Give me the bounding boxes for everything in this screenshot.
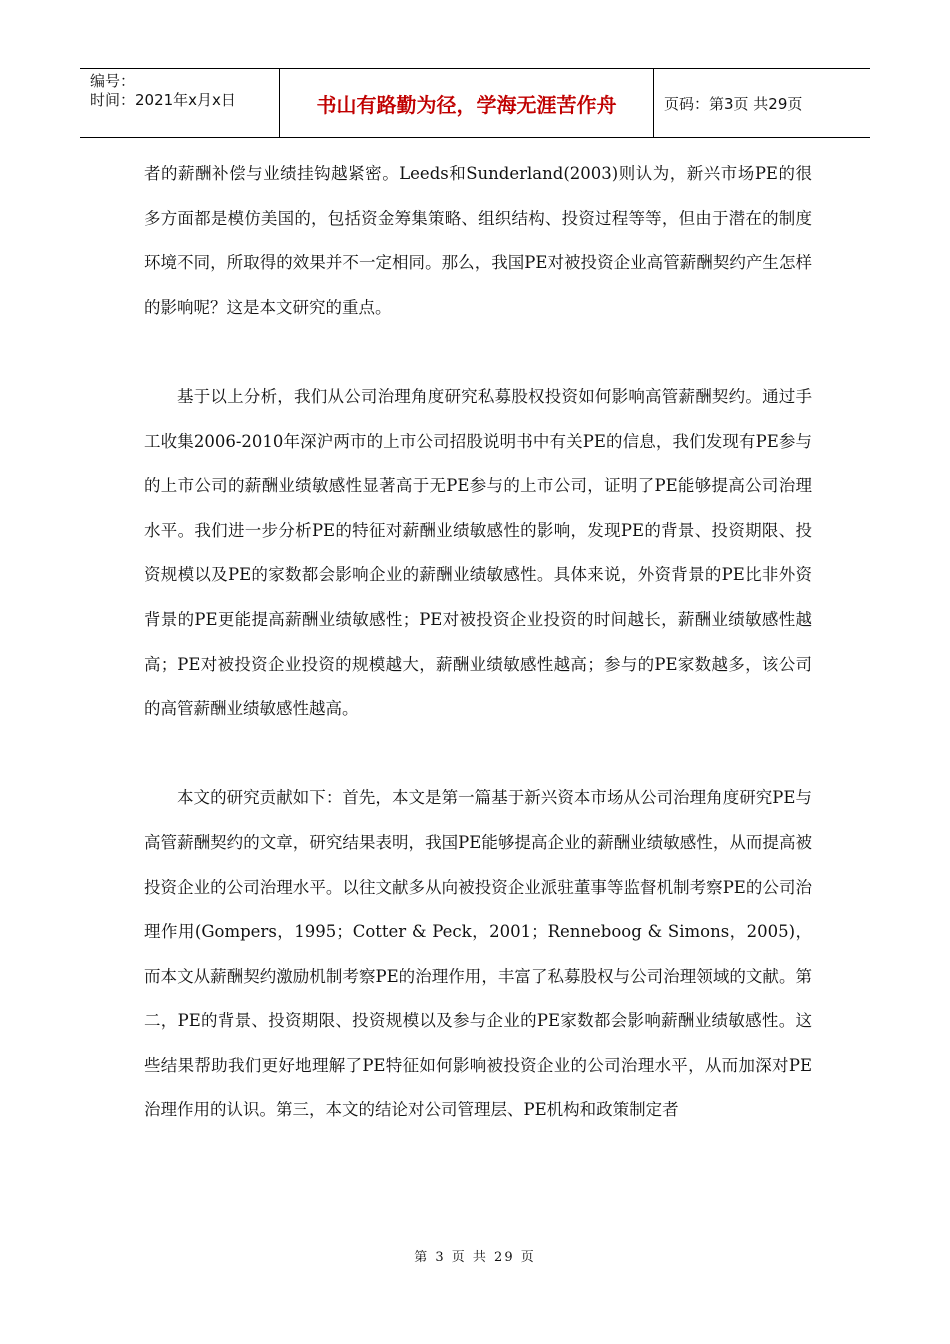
document-body	[144, 152, 812, 1133]
paragraph-spacer	[144, 330, 812, 375]
body-paragraph-2: 基于以上分析，我们从公司治理角度研究私募股权投资如何影响高管薪酬契约。通过手工收集2006-2010年深沪两市的上市公司招股说明书中有关PE的信息，我们发现有PE参与的上市公司的薪酬业绩敏感性显著高于无PE参与的上市公司，证明了PE能够提高公司治理水平。我们进一步分析PE的特征对薪酬业绩敏感性的影响，发现PE的背景、投资期限、投资规模以及PE的家数都会影响企业的薪酬业绩敏感性。具体来说，外资背景的PE比非外资背景的PE更能提高薪酬业绩敏感性；PE对被投资企业投资的时间越长，薪酬业绩敏感性越高；PE对被投资企业投资的规模越大，薪酬业绩敏感性越高；参与的PE家数越多，该公司的高管薪酬业绩敏感性越高。	[144, 386, 812, 719]
header-page-info: 页码：第3页 共29页	[664, 94, 803, 113]
document-date: 时间：2021年x月x日	[90, 91, 236, 109]
body-paragraph-1: 者的薪酬补偿与业绩挂钩越紧密。Leeds和Sunderland(2003)则认为，新兴市场PE的很多方面都是模仿美国的，包括资金筹集策略、组织结构、投资过程等等，但由于潜在的制度环境不同，所取得的效果并不一定相同。那么，我国PE对被投资企业高管薪酬契约产生怎样的影响呢？这是本文研究的重点。	[144, 164, 812, 317]
document-number-label: 编号：	[90, 72, 136, 90]
document-header	[80, 68, 870, 138]
body-paragraph-3: 本文的研究贡献如下：首先，本文是第一篇基于新兴资本市场从公司治理角度研究PE与高管薪酬契约的文章，研究结果表明，我国PE能够提高企业的薪酬业绩敏感性，从而提高被投资企业的公司治理水平。以往文献多从向被投资企业派驻董事等监督机制考察PE的公司治理作用(Gompers，1995；Cotter & Peck，2001；Renneboog & Simons，2005)，而本文从薪酬契约激励机制考察PE的治理作用，丰富了私募股权与公司治理领域的文献。第二，PE的背景、投资期限、投资规模以及参与企业的PE家数都会影响薪酬业绩敏感性。这些结果帮助我们更好地理解了PE特征如何影响被投资企业的公司治理水平，从而加深对PE治理作用的认识。第三，本文的结论对公司管理层、PE机构和政策制定者	[144, 788, 812, 1120]
header-meta	[80, 69, 280, 137]
header-motto: 书山有路勤为径，学海无涯苦作舟	[280, 69, 654, 137]
page-footer: 第 3 页 共 29 页	[414, 1250, 536, 1265]
paragraph-spacer	[144, 732, 812, 777]
